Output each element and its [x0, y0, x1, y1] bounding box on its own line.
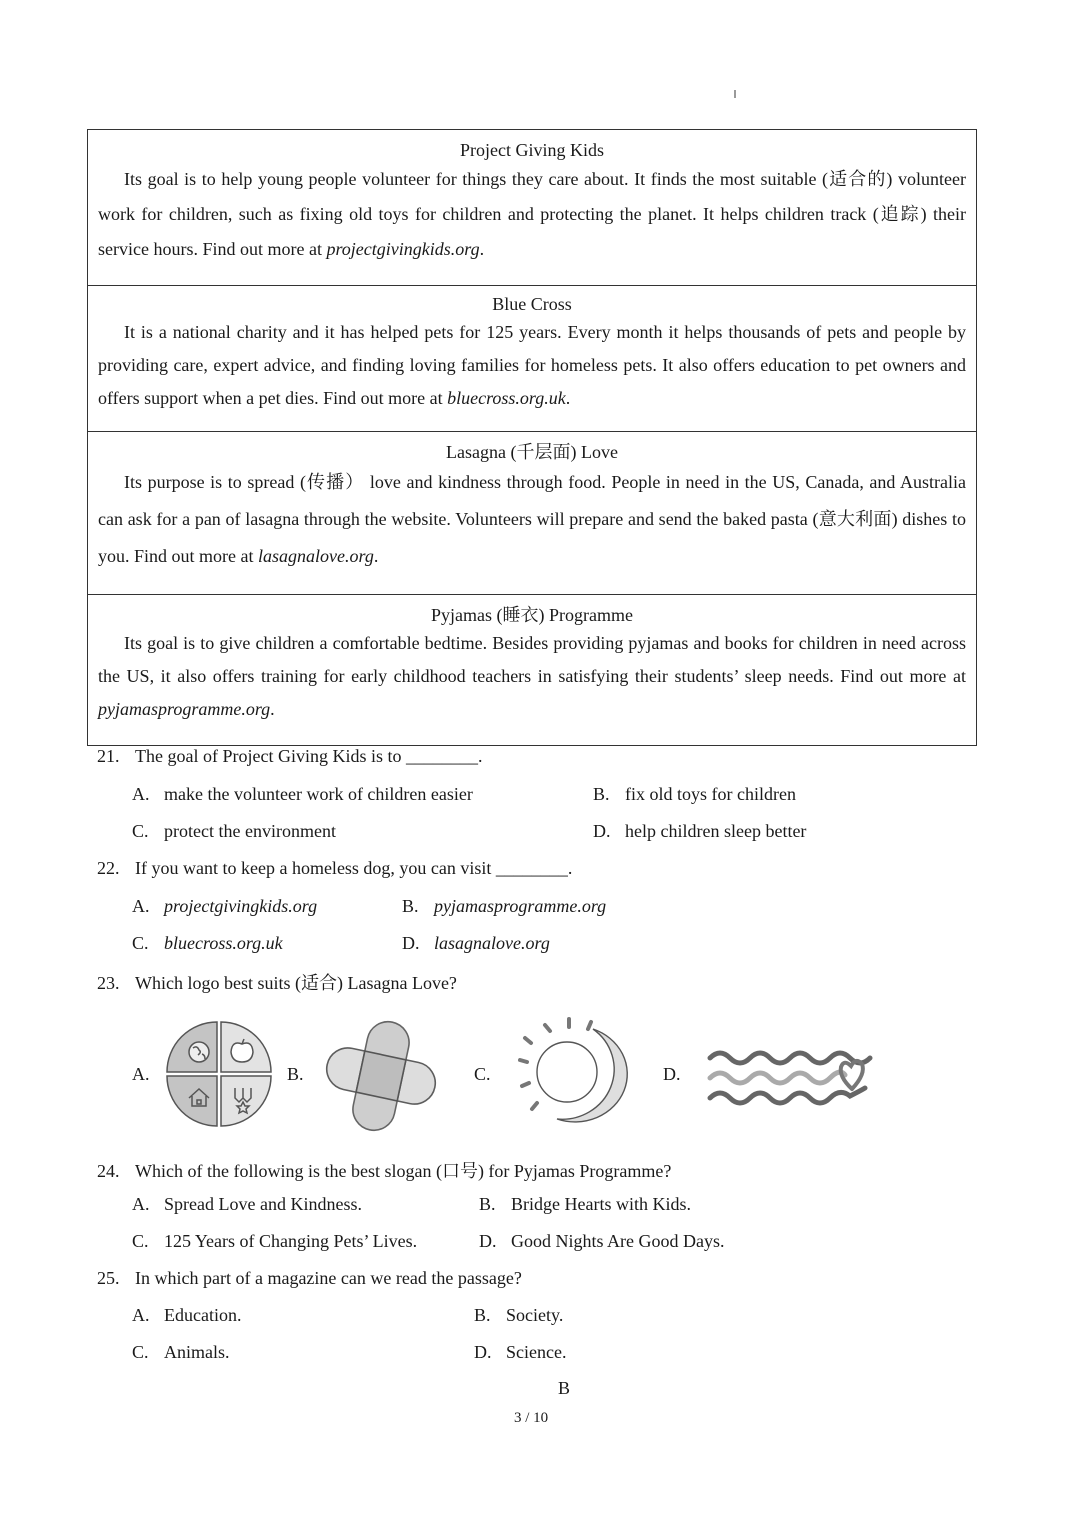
passage-body: It is a national charity and it has helped pets for 125 years. Every month it helps thousands of pets and people by providing care, expert advice, and finding loving families for homeless pets. It also offers education to pet owners and offers support when a pet dies. Find out more at bluecross.org.uk.	[98, 322, 966, 408]
passage-title: Lasagna (千层面) Love	[446, 442, 618, 462]
page-number: 3 / 10	[514, 1410, 549, 1426]
passage-project-giving-kids	[88, 130, 976, 286]
passage-table	[87, 129, 977, 746]
section-letter: B	[558, 1378, 571, 1398]
passage-title: Pyjamas (睡衣) Programme	[431, 605, 633, 625]
option-23-c-label[interactable]: C.	[474, 1064, 491, 1084]
option-22-a[interactable]: A. projectgivingkids.org	[132, 896, 318, 916]
sun-and-moon-logo-icon[interactable]	[515, 1015, 637, 1125]
passage-title: Project Giving Kids	[460, 140, 604, 160]
passage-url: projectgivingkids.org	[326, 239, 480, 259]
four-quadrant-circle-logo-icon[interactable]	[165, 1020, 273, 1128]
passage-body: Its purpose is to spread (传播） love and kindness through food. People in need in the US, Canada, and Australia can ask for a pan of lasagna through the website. Volunteers will prepare and send the baked pasta (意大利面) dishes to you. Find out more at lasagnalove.org.	[98, 472, 966, 566]
question-23: 23. Which logo best suits (适合) Lasagna Love?	[97, 973, 457, 993]
option-24-c[interactable]: C. 125 Years of Changing Pets’ Lives.	[132, 1231, 418, 1251]
passage-pyjamas-programme	[88, 595, 976, 745]
option-23-a-label[interactable]: A.	[132, 1064, 150, 1084]
option-25-c[interactable]: C. Animals.	[132, 1342, 230, 1362]
crossed-bandage-logo-icon[interactable]	[320, 1015, 442, 1137]
option-25-b[interactable]: B. Society.	[474, 1305, 564, 1325]
option-22-c[interactable]: C. bluecross.org.uk	[132, 933, 283, 953]
question-21: 21. The goal of Project Giving Kids is to ________.	[97, 746, 483, 766]
passage-body: Its goal is to give children a comfortable bedtime. Besides providing pyjamas and books for children in need across the US, it also offers training for early childhood teachers in satisfying their students’ sleep needs. Find out more at pyjamasprogramme.org.	[98, 633, 966, 719]
passage-blue-cross	[88, 286, 976, 432]
option-21-a[interactable]: A. make the volunteer work of children easier	[132, 784, 473, 804]
option-25-a[interactable]: A. Education.	[132, 1305, 242, 1325]
passage-url: bluecross.org.uk	[447, 388, 566, 408]
option-25-d[interactable]: D. Science.	[474, 1342, 567, 1362]
globe-icon	[189, 1042, 209, 1062]
passage-title: Blue Cross	[492, 294, 572, 314]
wavy-lines-heart-logo-icon[interactable]	[705, 1045, 875, 1110]
option-21-c[interactable]: C. protect the environment	[132, 821, 336, 841]
question-22: 22. If you want to keep a homeless dog, you can visit ________.	[97, 858, 573, 878]
option-22-d[interactable]: D. lasagnalove.org	[402, 933, 550, 953]
option-24-b[interactable]: B. Bridge Hearts with Kids.	[479, 1194, 691, 1214]
option-21-b[interactable]: B. fix old toys for children	[593, 784, 796, 804]
option-22-b[interactable]: B. pyjamasprogramme.org	[402, 896, 607, 916]
passage-lasagna-love	[88, 432, 976, 595]
option-21-d[interactable]: D. help children sleep better	[593, 821, 807, 841]
option-23-d-label[interactable]: D.	[663, 1064, 681, 1084]
option-23-b-label[interactable]: B.	[287, 1064, 304, 1084]
passage-url: lasagnalove.org	[258, 546, 374, 566]
passage-url: pyjamasprogramme.org	[98, 699, 271, 719]
sun-icon	[537, 1042, 597, 1102]
passage-body: Its goal is to help young people volunteer for things they care about. It finds the most suitable (适合的) volunteer work for children, such as fixing old toys for children and protecting the planet. It helps children track (追踪) their service hours. Find out more at projectgivingkids.org.	[98, 169, 966, 259]
option-24-d[interactable]: D. Good Nights Are Good Days.	[479, 1231, 725, 1251]
question-24: 24. Which of the following is the best slogan (口号) for Pyjamas Programme?	[97, 1161, 672, 1181]
option-24-a[interactable]: A. Spread Love and Kindness.	[132, 1194, 362, 1214]
margin-mark	[734, 90, 736, 98]
question-25: 25. In which part of a magazine can we read the passage?	[97, 1268, 522, 1288]
